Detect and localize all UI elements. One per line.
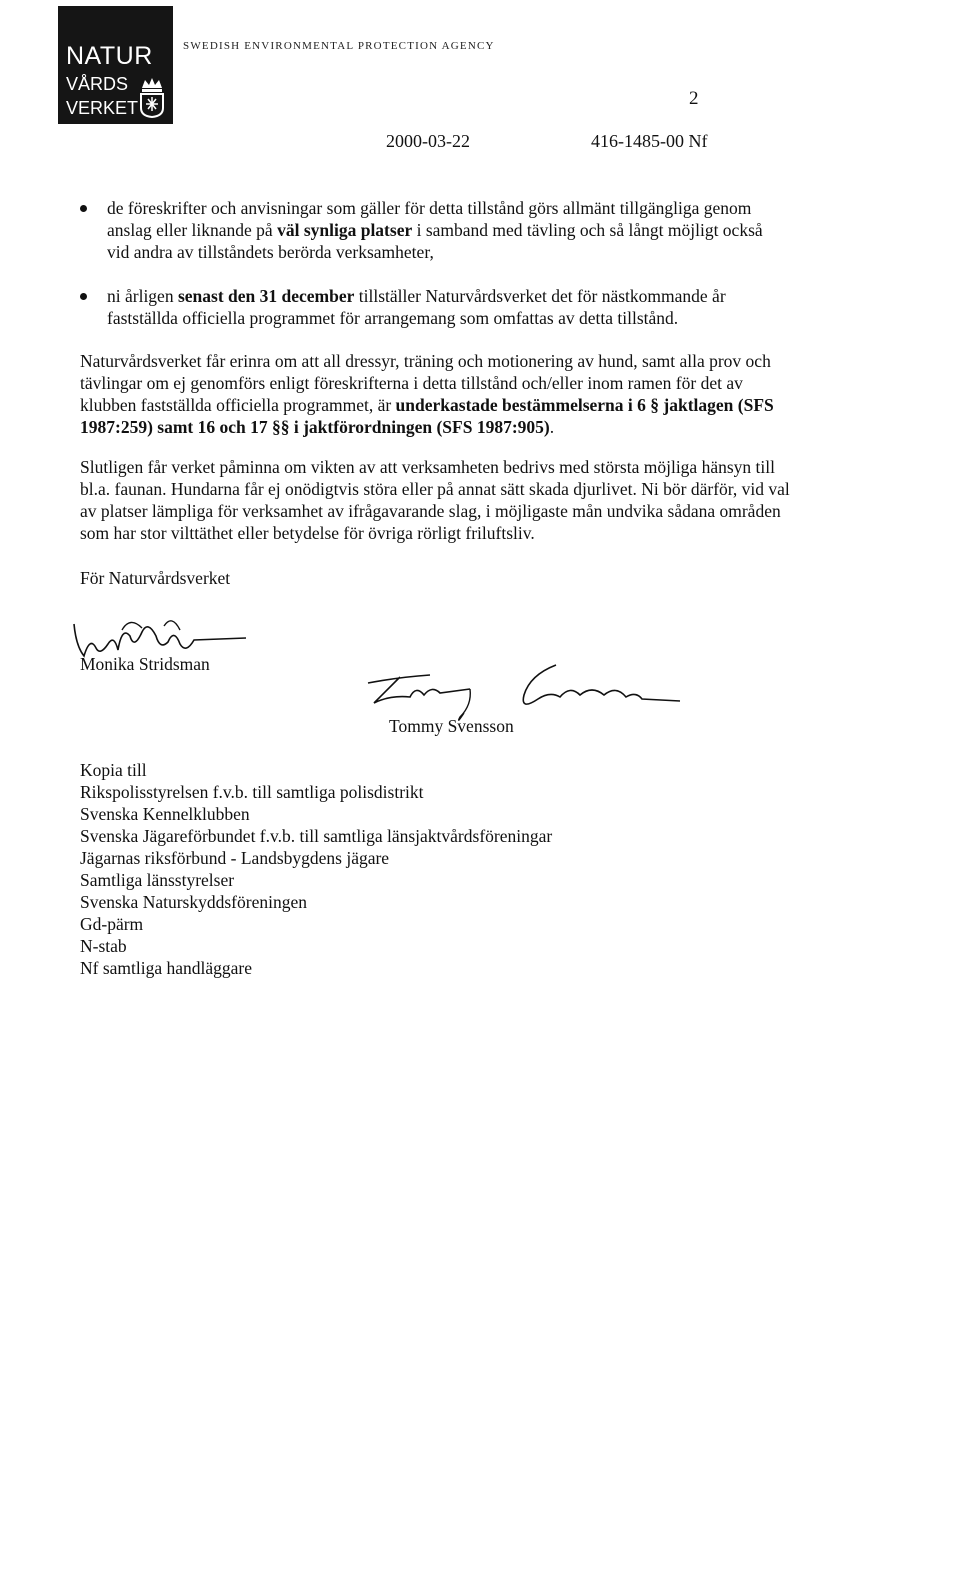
bullet-text (107, 285, 780, 329)
recipient-item: Svenska Jägareförbundet f.v.b. till samtliga länsjaktvårdsföreningar (80, 826, 553, 846)
bullet-dot-icon (80, 205, 87, 212)
recipient-item: Nf samtliga handläggare (80, 958, 253, 978)
copy-recipients (80, 759, 552, 979)
text-run: Naturvårdsverket får erinra om att all dressyr, träning och motionering av hund, samt alla prov och tävlingar om ej genomförs enligt föreskrifterna i detta tillstånd och/eller inom ramen för det av klubben fastställda officiella programmet, är (80, 351, 771, 415)
document-date: 2000-03-22 (386, 131, 470, 151)
recipient-item: Jägarnas riksförbund - Landsbygdens jägare (80, 848, 390, 868)
recipient-item: Svenska Naturskyddsföreningen (80, 892, 307, 912)
recipient-item: Samtliga länsstyrelser (80, 870, 235, 890)
logo-line-vards: VÅRDS (66, 74, 129, 94)
signatory-name-first: Monika Stridsman (80, 654, 210, 674)
closing-line: För Naturvårdsverket (80, 568, 231, 588)
text-run: . (549, 417, 555, 437)
crown-crest-icon (138, 76, 166, 118)
agency-logo (58, 6, 173, 124)
bullet-text (107, 197, 780, 263)
bullet-item (80, 285, 780, 329)
text-run: de föreskrifter och anvisningar som gäller för detta tillstånd görs allmänt tillgängliga genom anslag eller liknande på (107, 198, 752, 240)
bold-run: senast den 31 december (177, 286, 355, 306)
signatory-name-second: Tommy Svensson (389, 716, 514, 736)
reference-number: 416-1485-00 Nf (591, 131, 708, 151)
text-run: i samband med tävling och så långt möjligt också vid andra av tillståndets berörda verksamheter, (107, 220, 763, 262)
recipient-item: N-stab (80, 936, 127, 956)
paragraph-regulations (80, 350, 790, 438)
text-run: tillställer Naturvårdsverket det för nästkommande år fastställda officiella programmet för arrangemang som omfattas av detta tillstånd. (107, 286, 726, 328)
recipient-item: Gd-pärm (80, 914, 144, 934)
agency-name: SWEDISH ENVIRONMENTAL PROTECTION AGENCY (183, 40, 495, 52)
paragraph-wildlife: Slutligen får verket påminna om vikten av att verksamheten bedrivs med största möjliga hänsyn till bl.a. faunan. Hundarna får ej onödigtvis störa eller på annat sätt skada djurlivet. Ni bör därför, vid val av platser lämpliga för verksamhet av ifrågavarande slag, i möjligaste mån undvika sådana områden som har stor vilttäthet eller betydelse för övriga rörligt friluftsliv. (80, 457, 790, 543)
bold-run: underkastade bestämmelserna i 6 § jaktlagen (SFS 1987:259) samt 16 och 17 §§ i jaktförordningen (SFS 1987:905) (80, 395, 774, 437)
bold-run: väl synliga platser (277, 220, 413, 240)
copies-heading: Kopia till (80, 760, 147, 780)
text-run: ni årligen (107, 286, 178, 306)
recipient-item: Svenska Kennelklubben (80, 804, 250, 824)
bullet-item (80, 197, 780, 263)
logo-line-verket: VERKET (66, 98, 139, 118)
page-number: 2 (689, 88, 699, 109)
bullet-dot-icon (80, 293, 87, 300)
logo-line-natur: NATUR (66, 42, 153, 70)
recipient-item: Rikspolisstyrelsen f.v.b. till samtliga polisdistrikt (80, 782, 424, 802)
